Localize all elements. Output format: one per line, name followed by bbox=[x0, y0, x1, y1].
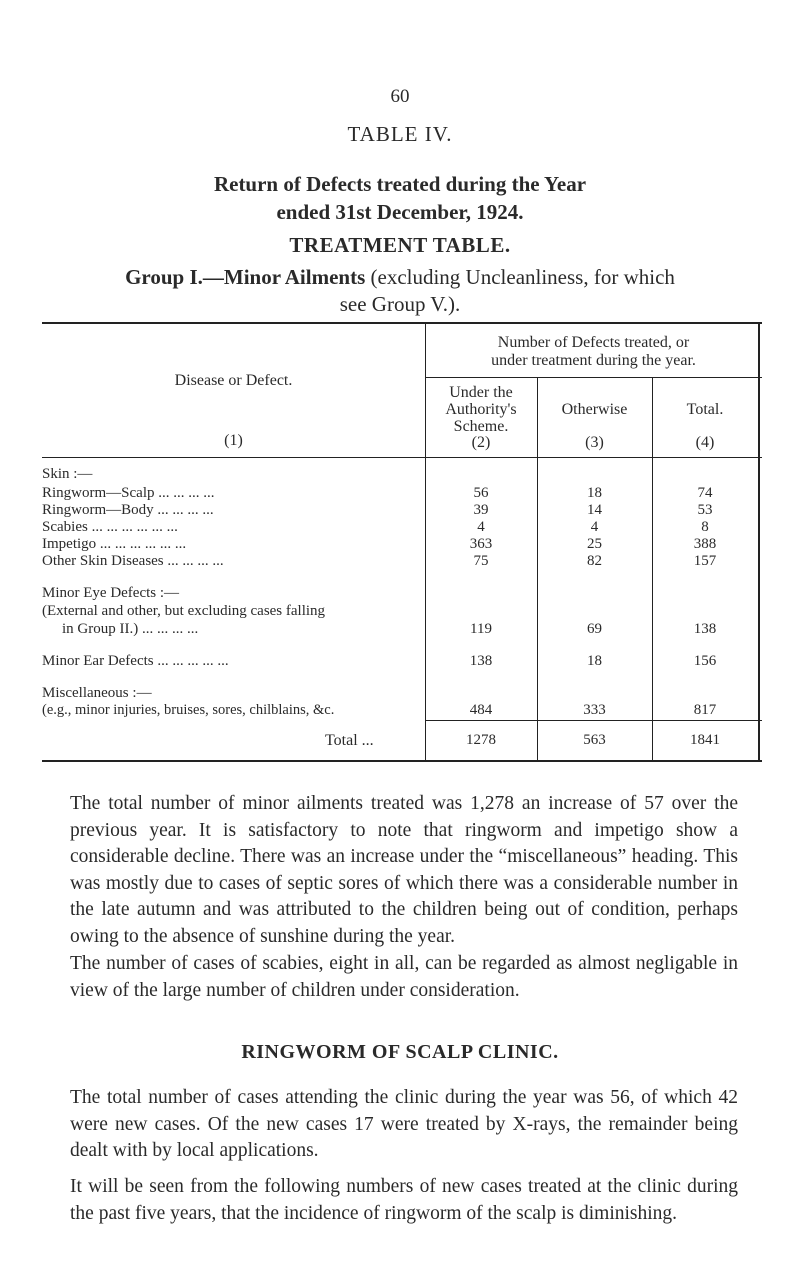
table-right-border bbox=[758, 322, 760, 762]
eye-row-label: in Group II.) ... ... ... ... bbox=[62, 621, 199, 637]
eye-value: 138 bbox=[693, 621, 717, 637]
col3-number: (3) bbox=[585, 434, 604, 451]
row-value: 53 bbox=[697, 502, 713, 518]
misc-value: 333 bbox=[583, 702, 606, 718]
paragraph-scabies: The number of cases of scabies, eight in all, can be regarded as almost negligable in view of the large number of children under consideration. bbox=[70, 953, 738, 1001]
misc-value: 817 bbox=[693, 702, 717, 718]
row-value: 4 bbox=[590, 519, 599, 535]
row-value: 18 bbox=[587, 485, 602, 501]
col2-header-line-1: Under the bbox=[449, 384, 513, 401]
row-value: 39 bbox=[473, 502, 489, 518]
row-value: 75 bbox=[473, 553, 489, 569]
group-heading-bold: Group I.—Minor Ailments bbox=[125, 265, 366, 289]
section-misc: Miscellaneous :— bbox=[42, 685, 152, 701]
row-value: 14 bbox=[587, 502, 602, 518]
col3-header: Otherwise bbox=[561, 401, 628, 418]
row-value: 74 bbox=[697, 485, 713, 501]
treatment-table-heading: TREATMENT TABLE. bbox=[289, 233, 511, 257]
header-span-divider bbox=[425, 377, 762, 378]
eye-value: 69 bbox=[587, 621, 602, 637]
total-label: Total ... bbox=[325, 732, 374, 749]
row-value: 363 bbox=[469, 536, 493, 552]
header-bottom-border bbox=[42, 457, 762, 458]
row-value: 8 bbox=[701, 519, 709, 535]
col2-number: (2) bbox=[471, 434, 491, 451]
col4-header: Total. bbox=[686, 401, 724, 418]
total-value: 1278 bbox=[466, 732, 496, 748]
col1-number: (1) bbox=[224, 432, 243, 449]
ear-row-label: Minor Ear Defects ... ... ... ... ... bbox=[42, 653, 229, 669]
table-top-border bbox=[42, 322, 762, 324]
page-number: 60 bbox=[390, 86, 410, 107]
section-eye: Minor Eye Defects :— bbox=[42, 585, 180, 601]
row-value: 25 bbox=[587, 536, 602, 552]
ear-value: 18 bbox=[587, 653, 602, 669]
ear-value: 138 bbox=[469, 653, 493, 669]
subtitle-line-1: Return of Defects treated during the Year bbox=[213, 172, 587, 196]
row-value: 82 bbox=[587, 553, 602, 569]
table-title: TABLE IV. bbox=[347, 122, 453, 146]
row-label: Scabies ... ... ... ... ... ... bbox=[42, 519, 178, 535]
row-value: 4 bbox=[477, 519, 485, 535]
total-value: 1841 bbox=[690, 732, 720, 748]
total-top-border bbox=[425, 720, 762, 721]
ear-value: 156 bbox=[693, 653, 717, 669]
misc-row-label: (e.g., minor injuries, bruises, sores, chilblains, &c. bbox=[42, 702, 335, 718]
row-value: 157 bbox=[693, 553, 717, 569]
row-label: Ringworm—Scalp ... ... ... ... bbox=[42, 485, 215, 501]
span-header-line-1: Number of Defects treated, or bbox=[497, 334, 690, 351]
row-value: 56 bbox=[473, 485, 489, 501]
col2-header-line-2: Authority's bbox=[445, 401, 517, 418]
paragraph-clinic-attendance: The total number of cases attending the clinic during the year was 56, of which 42 were new cases. Of the new cases 17 were treated by X-rays, the remainder being dealt with by local applications. bbox=[70, 1087, 738, 1161]
paragraph-incidence: It will be seen from the following numbers of new cases treated at the clinic during the past five years, that the incidence of ringworm of the scalp is diminishing. bbox=[70, 1176, 738, 1224]
col4-number: (4) bbox=[695, 434, 715, 451]
col1-header: Disease or Defect. bbox=[174, 372, 293, 389]
eye-description: (External and other, but excluding cases falling bbox=[42, 603, 326, 619]
row-label: Ringworm—Body ... ... ... ... bbox=[42, 502, 214, 518]
group-heading-rest: (excluding Uncleanliness, for which bbox=[365, 265, 675, 289]
paragraph-minor-ailments: The total number of minor ailments treated was 1,278 an increase of 57 over the previous year. It is satisfactory to note that ringworm and impetigo show a considerable decline. There was an increase under the “miscellaneous” heading. This was mostly due to cases of septic sores of which there was a considerable number in the late autumn and was attributed to the children being out of condition, perhaps owing to the absence of sunshine during the year. bbox=[70, 793, 738, 947]
group-heading-line-2: see Group V.). bbox=[339, 292, 461, 316]
col2-header-line-3: Scheme. bbox=[453, 418, 509, 435]
row-label: Other Skin Diseases ... ... ... ... bbox=[42, 553, 224, 569]
section-skin: Skin :— bbox=[42, 466, 93, 482]
group-heading bbox=[0, 265, 800, 290]
ringworm-clinic-heading: RINGWORM OF SCALP CLINIC. bbox=[241, 1041, 559, 1063]
subtitle-line-2: ended 31st December, 1924. bbox=[276, 200, 524, 224]
row-label: Impetigo ... ... ... ... ... ... bbox=[42, 536, 187, 552]
total-value: 563 bbox=[583, 732, 606, 748]
misc-value: 484 bbox=[469, 702, 493, 718]
table-bottom-border bbox=[42, 760, 762, 762]
span-header-line-2: under treatment during the year. bbox=[491, 352, 696, 369]
eye-value: 119 bbox=[470, 621, 492, 637]
treatment-table bbox=[42, 322, 762, 762]
row-value: 388 bbox=[693, 536, 717, 552]
